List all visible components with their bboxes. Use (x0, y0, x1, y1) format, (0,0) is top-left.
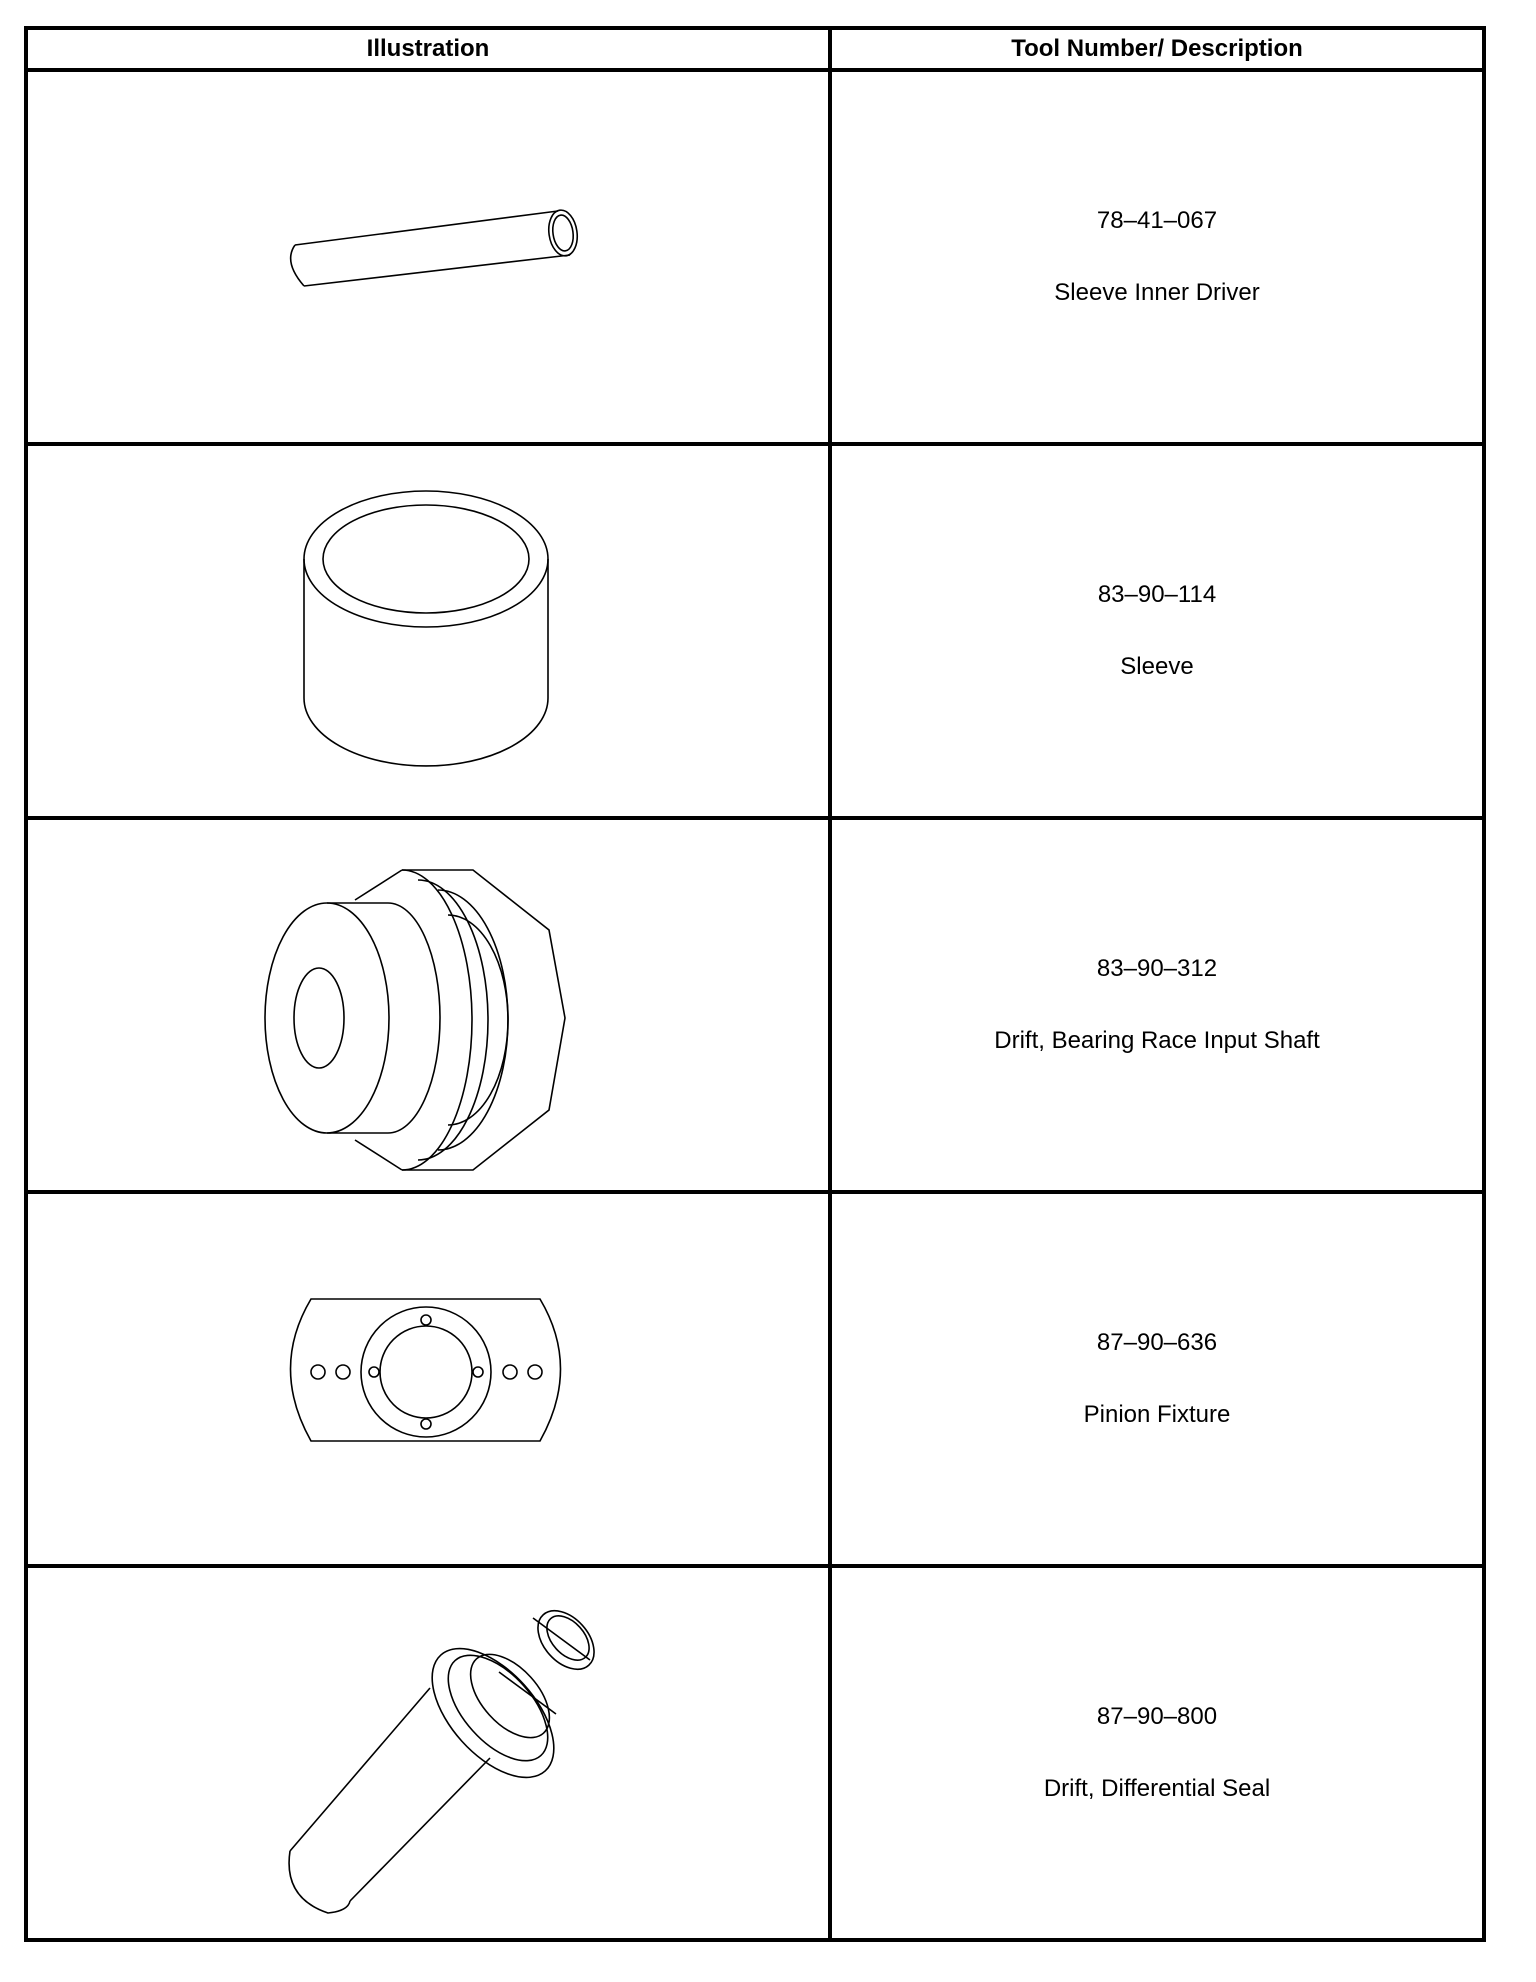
tool-description: Drift, Bearing Race Input Shaft (994, 1027, 1320, 1054)
tool-description: Sleeve Inner Driver (1054, 279, 1260, 306)
illustration-cell (26, 444, 830, 818)
bearing-race-drift-icon (28, 820, 828, 1190)
tool-description: Pinion Fixture (1083, 1401, 1231, 1428)
tool-number: 78–41–067 (1096, 207, 1218, 234)
illustration-cell (26, 1192, 830, 1566)
tool-number: 87–90–636 (1096, 1329, 1218, 1356)
tool-description: Sleeve (1120, 653, 1194, 680)
description-cell (830, 818, 1484, 1192)
differential-seal-drift-icon (28, 1568, 828, 1938)
tool-description: Drift, Differential Seal (1043, 1775, 1271, 1802)
tool-number: 87–90–800 (1096, 1703, 1218, 1730)
tools-table (24, 26, 1486, 1942)
illustration-cell (26, 70, 830, 444)
header-illustration: Illustration (26, 28, 830, 70)
illustration-cell (26, 1566, 830, 1940)
pinion-fixture-icon (28, 1194, 828, 1564)
description-cell (830, 444, 1484, 818)
description-cell (830, 70, 1484, 444)
description-cell (830, 1566, 1484, 1940)
table-row (26, 444, 1484, 818)
header-row (26, 28, 1484, 70)
table-row (26, 1566, 1484, 1940)
table-row (26, 1192, 1484, 1566)
table-row (26, 70, 1484, 444)
illustration-cell (26, 818, 830, 1192)
sleeve-inner-driver-icon (28, 72, 828, 442)
description-cell (830, 1192, 1484, 1566)
header-tool: Tool Number/ Description (830, 28, 1484, 70)
table-row (26, 818, 1484, 1192)
tool-number: 83–90–312 (1096, 955, 1218, 982)
tool-number: 83–90–114 (1097, 581, 1217, 608)
sleeve-icon (28, 446, 828, 816)
